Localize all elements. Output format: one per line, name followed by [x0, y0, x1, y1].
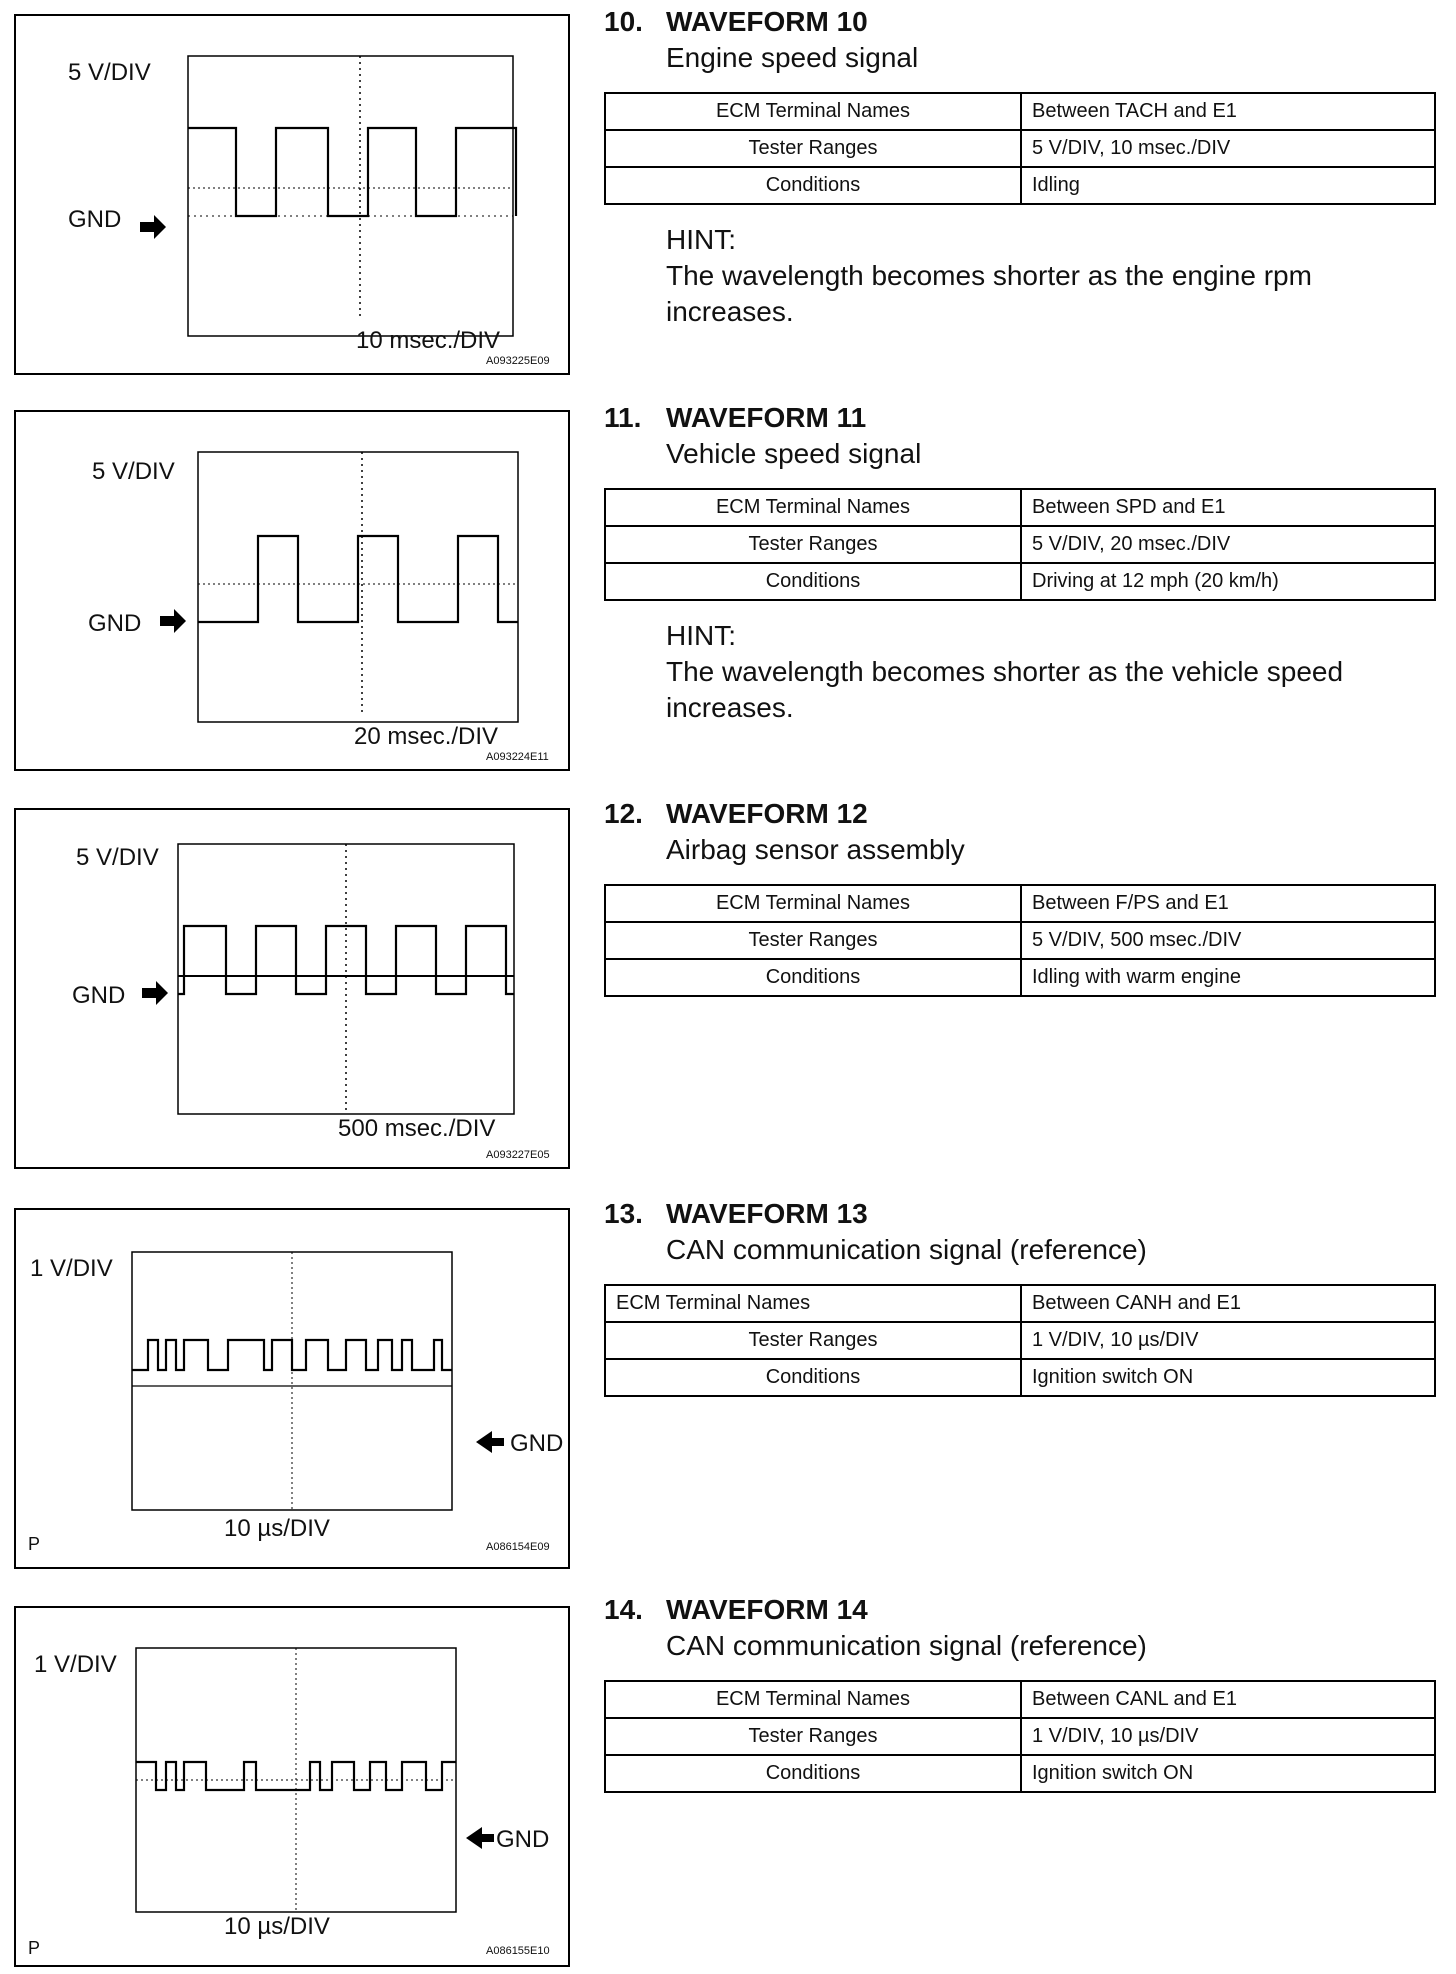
gnd-arrow-icon: [160, 609, 186, 633]
section-subtitle: Vehicle speed signal: [666, 438, 922, 469]
table-row: Conditions Idling: [605, 167, 1435, 204]
tdiv-label: 10 msec./DIV: [356, 327, 501, 354]
section-heading: 12. WAVEFORM 12: [604, 798, 868, 829]
hint-text: The wavelength becomes shorter as the engine rpm increases.: [666, 260, 1312, 327]
figure-code: A093225E09: [486, 355, 550, 367]
section-heading: 10. WAVEFORM 10: [604, 6, 868, 37]
table-row: Conditions Idling with warm engine: [605, 959, 1435, 996]
table-row: Tester Ranges 5 V/DIV, 10 msec./DIV: [605, 130, 1435, 167]
section-heading: 13. WAVEFORM 13: [604, 1198, 868, 1229]
figure-code: A093224E11: [486, 751, 549, 763]
gnd-arrow-icon: [142, 981, 168, 1005]
vdiv-label: 1 V/DIV: [34, 1651, 117, 1678]
gnd-label: GND: [496, 1826, 550, 1853]
table-row: Conditions Driving at 12 mph (20 km/h): [605, 563, 1435, 600]
vdiv-label: 5 V/DIV: [92, 458, 175, 485]
p-mark: P: [28, 1938, 41, 1958]
tdiv-label: 10 µs/DIV: [224, 1515, 330, 1542]
gnd-arrow-icon: [466, 1827, 494, 1849]
scope-figure-14: [14, 1606, 570, 1967]
table-row: Conditions Ignition switch ON: [605, 1359, 1435, 1396]
spec-table: [604, 884, 1436, 997]
table-row: Tester Ranges 1 V/DIV, 10 µs/DIV: [605, 1718, 1435, 1755]
table-row: ECM Terminal Names Between SPD and E1: [605, 489, 1435, 526]
p-mark: P: [28, 1534, 41, 1554]
figure-code: A086155E10: [486, 1945, 550, 1957]
waveform-12-plot: [16, 810, 572, 1171]
spec-table: [604, 1680, 1436, 1793]
section-heading: 11. WAVEFORM 11: [604, 402, 867, 433]
gnd-label: GND: [88, 610, 142, 637]
gnd-label: GND: [72, 982, 126, 1009]
table-row: Tester Ranges 5 V/DIV, 500 msec./DIV: [605, 922, 1435, 959]
section-subtitle: Engine speed signal: [666, 42, 919, 73]
table-row: Tester Ranges 5 V/DIV, 20 msec./DIV: [605, 526, 1435, 563]
hint-text: The wavelength becomes shorter as the vehicle speed increases.: [666, 656, 1344, 723]
section-subtitle: CAN communication signal (reference): [666, 1630, 1147, 1661]
vdiv-label: 1 V/DIV: [30, 1255, 113, 1282]
section-heading: 14. WAVEFORM 14: [604, 1594, 868, 1625]
table-row: ECM Terminal Names Between F/PS and E1: [605, 885, 1435, 922]
tdiv-label: 20 msec./DIV: [354, 723, 499, 750]
vdiv-label: 5 V/DIV: [76, 844, 159, 871]
figure-code: A093227E05: [486, 1149, 550, 1161]
table-row: ECM Terminal Names Between TACH and E1: [605, 93, 1435, 130]
table-row: ECM Terminal Names Between CANH and E1: [605, 1285, 1435, 1322]
waveform-14-plot: [16, 1608, 572, 1969]
scope-figure-13: [14, 1208, 570, 1569]
tdiv-label: 500 msec./DIV: [338, 1115, 496, 1142]
waveform-13-plot: [16, 1210, 572, 1571]
gnd-arrow-icon: [476, 1431, 504, 1453]
waveform-10-plot: [16, 16, 572, 377]
waveform-11-plot: [16, 412, 572, 773]
figure-code: A086154E09: [486, 1541, 550, 1553]
gnd-label: GND: [68, 206, 122, 233]
table-row: ECM Terminal Names Between CANL and E1: [605, 1681, 1435, 1718]
tdiv-label: 10 µs/DIV: [224, 1913, 330, 1940]
vdiv-label: 5 V/DIV: [68, 59, 151, 86]
hint-label: HINT:: [666, 620, 736, 651]
scope-figure-11: [14, 410, 570, 771]
gnd-label: GND: [510, 1430, 564, 1457]
spec-table: [604, 92, 1436, 205]
scope-figure-12: [14, 808, 570, 1169]
gnd-arrow-icon: [140, 215, 166, 239]
spec-table: [604, 1284, 1436, 1397]
section-subtitle: CAN communication signal (reference): [666, 1234, 1147, 1265]
hint-label: HINT:: [666, 224, 736, 255]
scope-figure-10: [14, 14, 570, 375]
table-row: Conditions Ignition switch ON: [605, 1755, 1435, 1792]
spec-table: [604, 488, 1436, 601]
table-row: Tester Ranges 1 V/DIV, 10 µs/DIV: [605, 1322, 1435, 1359]
section-subtitle: Airbag sensor assembly: [666, 834, 965, 865]
